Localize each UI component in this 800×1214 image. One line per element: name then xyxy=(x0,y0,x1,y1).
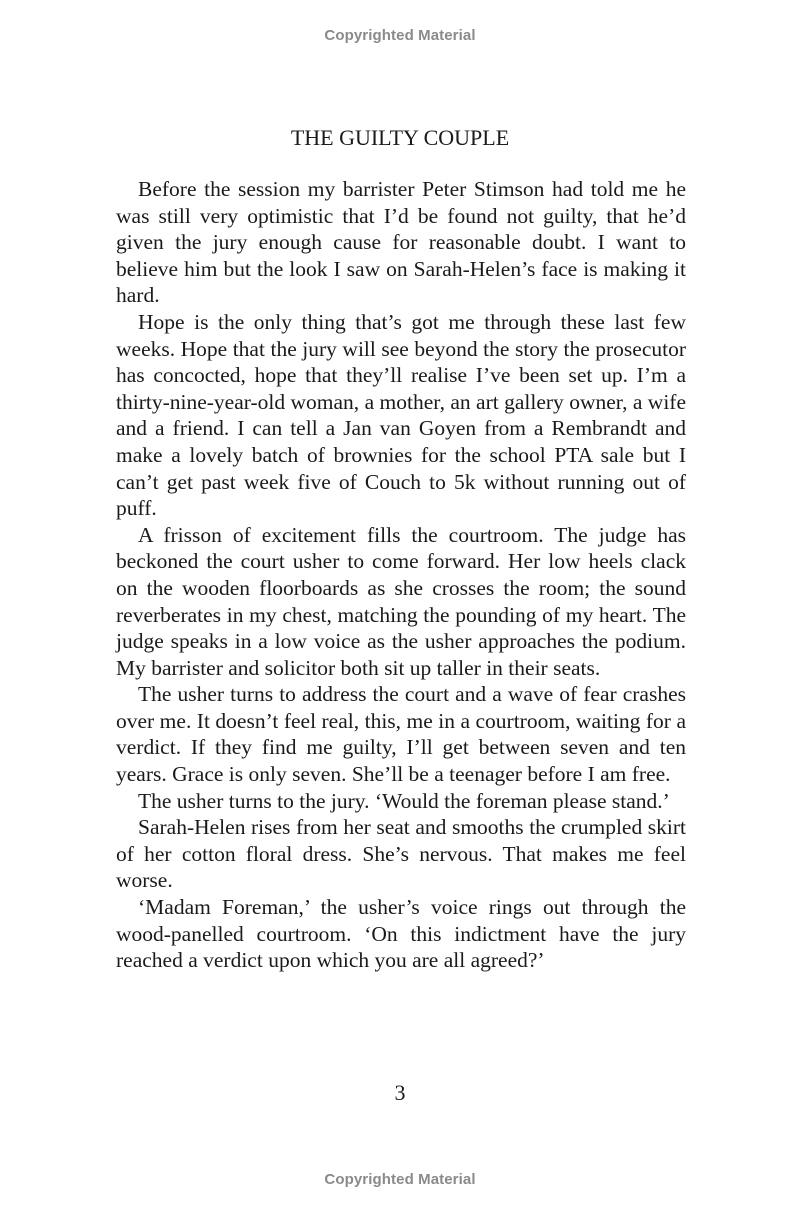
paragraph: A frisson of excitement fills the courtroom. The judge has beckoned the court usher to come forward. Her low heels clack on the wooden floorboards as she crosses the room; the sound reverberates in my chest, matching the pounding of my heart. The judge speaks in a low voice as the usher approaches the podium. My barrister and solicitor both sit up taller in their seats. xyxy=(116,522,686,680)
paragraph: ‘Madam Foreman,’ the usher’s voice rings out through the wood-panelled courtroom. ‘On this indictment have the jury reached a verdict upon which you are all agreed?’ xyxy=(116,895,686,973)
chapter-title: THE GUILTY COUPLE xyxy=(290,125,510,150)
paragraph: The usher turns to address the court and a wave of fear crashes over me. It doesn’t feel real, this, me in a courtroom, waiting for a verdict. If they find me guilty, I’ll get between seven and ten years. Grace is only seven. She’ll be a teenager before I am free. xyxy=(116,682,686,787)
paragraph: Before the session my barrister Peter Stimson had told me he was still very optimistic that I’d be found not guilty, that he’d given the jury enough cause for reasonable doubt. I want to believe him but the look I saw on Sarah-Helen’s face is making it hard. xyxy=(116,177,686,308)
page-number: 3 xyxy=(394,1080,406,1105)
paragraph: The usher turns to the jury. ‘Would the foreman please stand.’ xyxy=(138,788,670,813)
body-text xyxy=(116,176,686,974)
paragraph: Sarah-Helen rises from her seat and smooths the crumpled skirt of her cotton floral dress. She’s nervous. That makes me feel worse. xyxy=(116,815,686,893)
copyright-watermark-top: Copyrighted Material xyxy=(324,27,476,44)
paragraph: Hope is the only thing that’s got me through these last few weeks. Hope that the jury will see beyond the story the prosecutor has concocted, hope that they’ll realise I’ve been set up. I’m a thirty-nine-year-old woman, a mother, an art gallery owner, a wife and a friend. I can tell a Jan van Goyen from a Rembrandt and make a lovely batch of brownies for the school PTA sale but I can’t get past week five of Couch to 5k without running out of puff. xyxy=(116,309,686,521)
copyright-watermark-bottom: Copyrighted Material xyxy=(324,1171,476,1188)
